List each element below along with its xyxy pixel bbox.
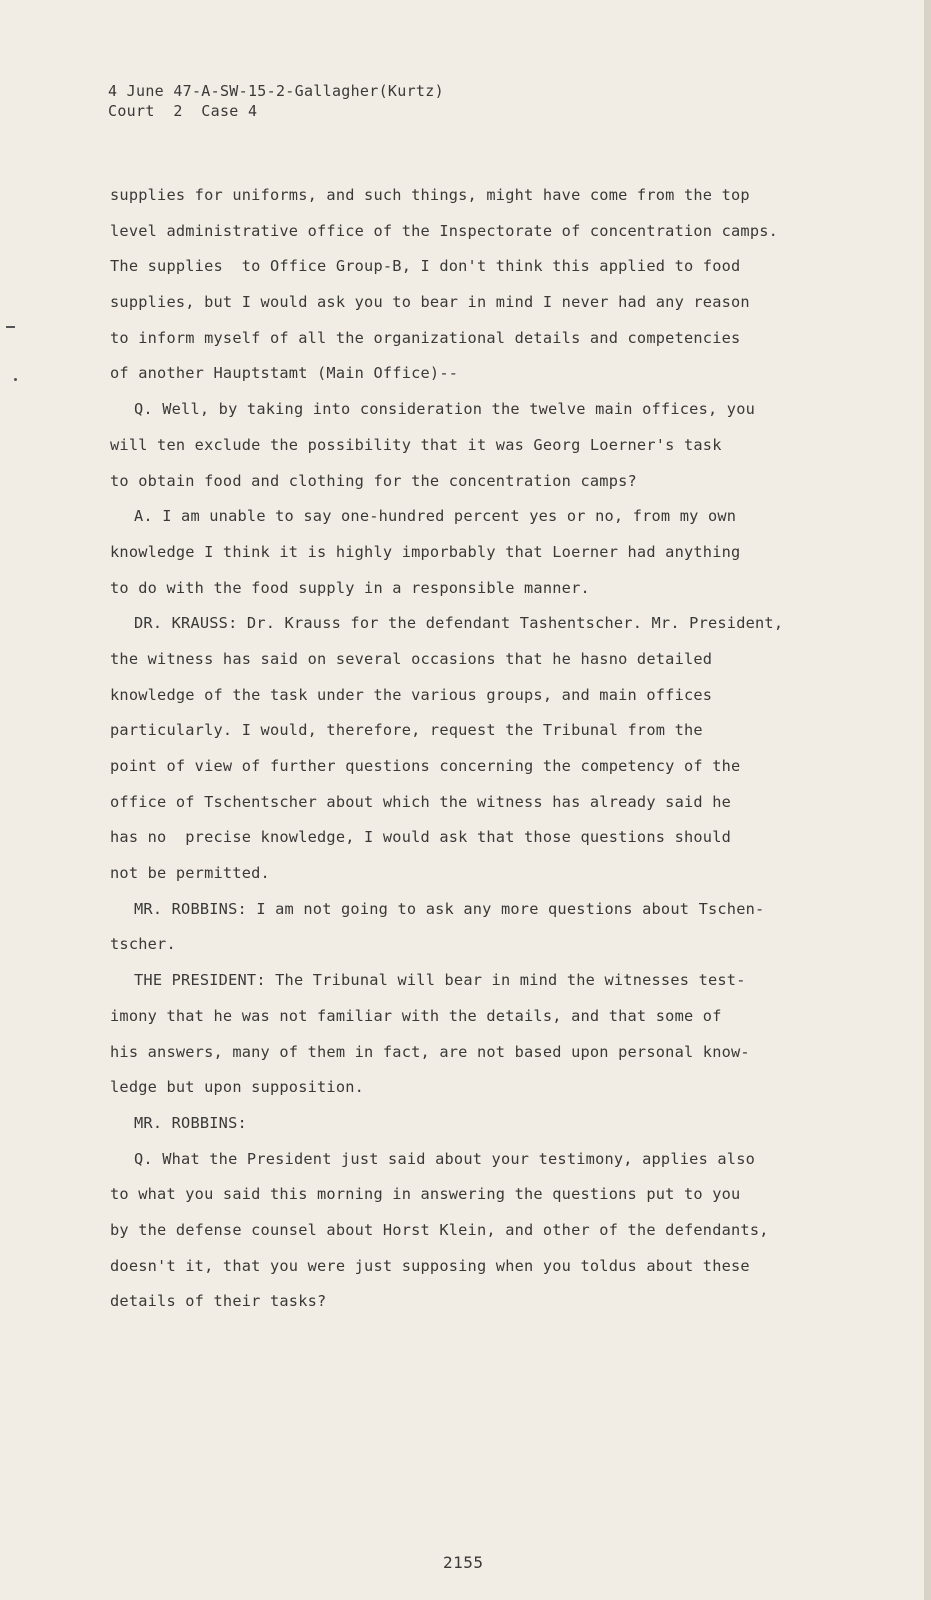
text-line: A. I am unable to say one-hundred percent yes or no, from my own <box>134 507 737 526</box>
text-line: level administrative office of the Inspectorate of concentration camps. <box>110 221 779 240</box>
text-line: of another Hauptstamt (Main Office)-- <box>110 364 459 383</box>
text-line: imony that he was not familiar with the details, and that some of <box>110 1006 722 1025</box>
header-line-2: Court 2 Case 4 <box>108 102 258 120</box>
page-number: 2155 <box>443 1553 484 1572</box>
text-line: supplies for uniforms, and such things, might have come from the top <box>110 186 750 204</box>
text-line: MR. ROBBINS: I am not going to ask any more questions about Tschen- <box>134 899 765 918</box>
text-line: by the defense counsel about Horst Klein, and other of the defendants, <box>110 1220 769 1239</box>
text-line: Q. Well, by taking into consideration the twelve main offices, you <box>134 400 756 419</box>
text-line: to obtain food and clothing for the concentration camps? <box>110 471 637 490</box>
text-line: DR. KRAUSS: Dr. Krauss for the defendant Tashentscher. Mr. President, <box>134 614 784 633</box>
text-line: point of view of further questions concerning the competency of the <box>110 757 741 775</box>
text-line: knowledge of the task under the various groups, and main offices <box>110 685 713 704</box>
text-line: to what you said this morning in answering the questions put to you <box>110 1185 741 1204</box>
text-line: supplies, but I would ask you to bear in mind I never had any reason <box>110 293 750 312</box>
text-line: particularly. I would, therefore, request the Tribunal from the <box>110 721 703 740</box>
page-edge <box>924 0 931 1600</box>
text-line: tscher. <box>110 935 176 954</box>
text-line: to inform myself of all the organizational details and competencies <box>110 328 741 347</box>
margin-mark <box>6 326 15 328</box>
margin-mark <box>14 378 17 381</box>
text-line: office of Tschentscher about which the witness has already said he <box>110 792 732 811</box>
text-line: his answers, many of them in fact, are not based upon personal know- <box>110 1042 750 1061</box>
text-line: MR. ROBBINS: <box>134 1113 247 1132</box>
text-line: to do with the food supply in a responsible manner. <box>110 578 590 597</box>
text-line: THE PRESIDENT: The Tribunal will bear in mind the witnesses test- <box>134 971 746 990</box>
text-line: not be permitted. <box>110 864 270 883</box>
text-line: The supplies to Office Group-B, I don't think this applied to food <box>110 257 741 276</box>
document-header <box>108 81 444 121</box>
transcript-body <box>110 178 830 1320</box>
text-line: doesn't it, that you were just supposing when you toldus about these <box>110 1256 750 1275</box>
text-line: knowledge I think it is highly imporbably that Loerner had anything <box>110 542 741 561</box>
text-line: details of their tasks? <box>110 1292 327 1311</box>
header-line-1: 4 June 47-A-SW-15-2-Gallagher(Kurtz) <box>108 82 444 100</box>
text-line: the witness has said on several occasions that he hasno detailed <box>110 649 713 668</box>
text-line: has no precise knowledge, I would ask that those questions should <box>110 828 732 847</box>
text-line: Q. What the President just said about your testimony, applies also <box>134 1149 756 1168</box>
text-line: will ten exclude the possibility that it was Georg Loerner's task <box>110 435 722 454</box>
text-line: ledge but upon supposition. <box>110 1078 365 1097</box>
